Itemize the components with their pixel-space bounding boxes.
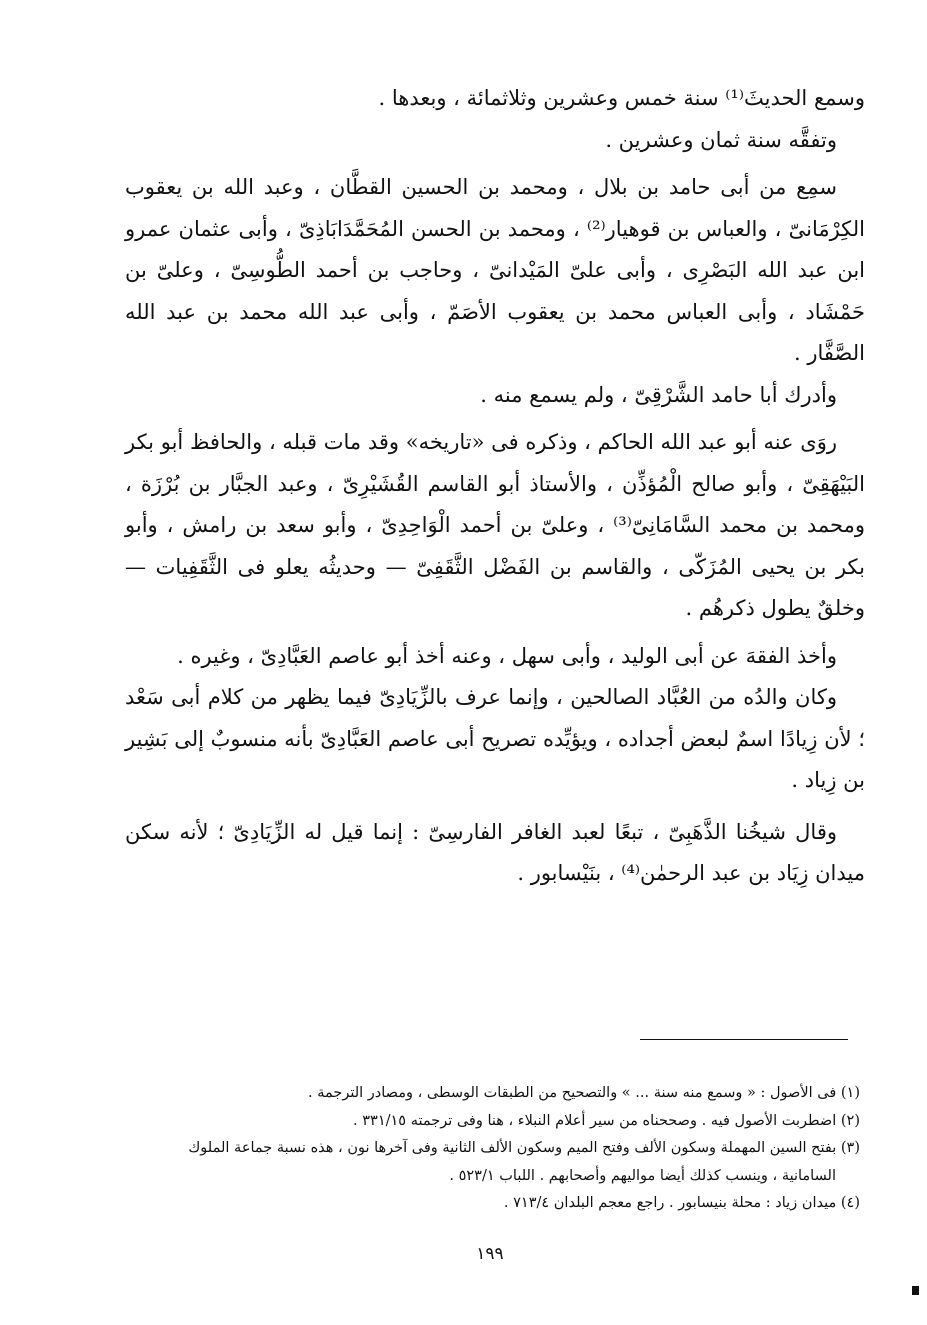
paragraph-met-sharqi: وأدرك أبا حامد الشَّرْقِىّ ، ولم يسمع منه . [480, 382, 837, 407]
footnote-1: (١) فى الأصول : « وسمع منه سنة ... » والتصحيح من الطبقات الوسطى ، ومصادر الترجمة . [308, 1085, 860, 1101]
footnotes [108, 1080, 860, 1218]
paragraph-father: وكان والدُه من العُبَّاد الصالحين ، وإنما عرف بالزِّيَادِىّ فيما يظهر من كلام أبى سَعْد ؛ لأن زِيادًا اسمٌ لبعض أجداده ، ويؤيِّده تصريح أبى عاصم العَبَّادِىّ بأنه منسوبٌ إلى بَشِير بن زِياد . [125, 685, 865, 792]
paragraph-fiqh-chain: وأخذ الفقهَ عن أبى الوليد ، وأبى سهل ، وعنه أخذ أبو عاصم العَبَّادِىّ ، وغيره . [177, 643, 837, 668]
paragraph-hadith-hearing: وسمع الحديثَ⁽¹⁾ سنة خمس وعشرين وثلاثمائة ، وبعدها . [378, 86, 865, 110]
paragraph-fiqh-study: وتفقَّه سنة ثمان وعشرين . [605, 127, 837, 152]
footnote-separator [640, 1039, 848, 1040]
paragraph-dhahabi-note: وقال شيخُنا الذَّهَبِىّ ، تبعًا لعبد الغافر الفارسِىّ : إنما قيل له الزِّيَادِىّ ؛ لأنه سكن ميدان زِيَاد بن عبد الرحمٰن⁽⁴⁾ ، بنَيْسابور . [125, 819, 865, 885]
page-number: ١٩٩ [476, 1244, 504, 1264]
scan-edge-mark [912, 1286, 919, 1295]
footnote-3-continuation: السامانية ، وينسب كذلك أيضا مواليهم وأصحابهم . اللباب ٥٢٣/١ . [449, 1167, 836, 1184]
footnote-4: (٤) ميدان زياد : محلة بنيسابور . راجع معجم البلدان ٧١٣/٤ . [503, 1195, 860, 1211]
footnote-3: (٣) بفتح السين المهملة وسكون الألف وفتح الميم وسكون الألف الثانية وفى آخرها نون ، هذه نسبة جماعة الملوك [188, 1140, 860, 1156]
paragraph-students: روَى عنه أبو عبد الله الحاكم ، وذكره فى «تاريخه» وقد مات قبله ، والحافظ أبو بكر البَيْهَقِىّ ، وأبو صالح الْمُؤذِّن ، والأستاذ أبو القاسم القُشَيْرِىّ ، وعبد الجبَّار بن بُرْزَة ، ومحمد بن محمد السَّامَانِىّ⁽³⁾ ، وعلىّ بن أحمد الْوَاحِدِىّ ، وأبو سعد بن رامش ، وأبو بكر بن يحيى المُزَكّى ، والقاسم بن الفَضْل الثَّقَفِىّ — وحديثُه يعلو فى الثَّقَفِيات — وخلقٌ يطول ذكرهُم . [125, 430, 866, 620]
main-text [125, 78, 865, 895]
footnote-2: (٢) اضطربت الأصول فيه . وصححناه من سير أعلام النبلاء ، هنا وفى ترجمته ٣٣١/١٥ . [353, 1112, 860, 1129]
paragraph-teachers: سمِع من أبى حامد بن بلال ، ومحمد بن الحسين القطَّان ، وعبد الله بن يعقوب الكِرْمَانىّ ، والعباس بن قوهيار⁽²⁾ ، ومحمد بن الحسن المُحَمَّدَابَاذِىّ ، وأبى عثمان عمرو ابن عبد الله البَصْرِى ، وأبى علىّ المَيْدانىّ ، وحاجب بن أحمد الطُّوسِىّ ، وعلىّ بن حَمْشَاد ، وأبى العباس محمد بن يعقوب الأصَمّ ، وأبى عبد الله محمد بن عبد الله الصَّفَّار . [125, 175, 866, 365]
